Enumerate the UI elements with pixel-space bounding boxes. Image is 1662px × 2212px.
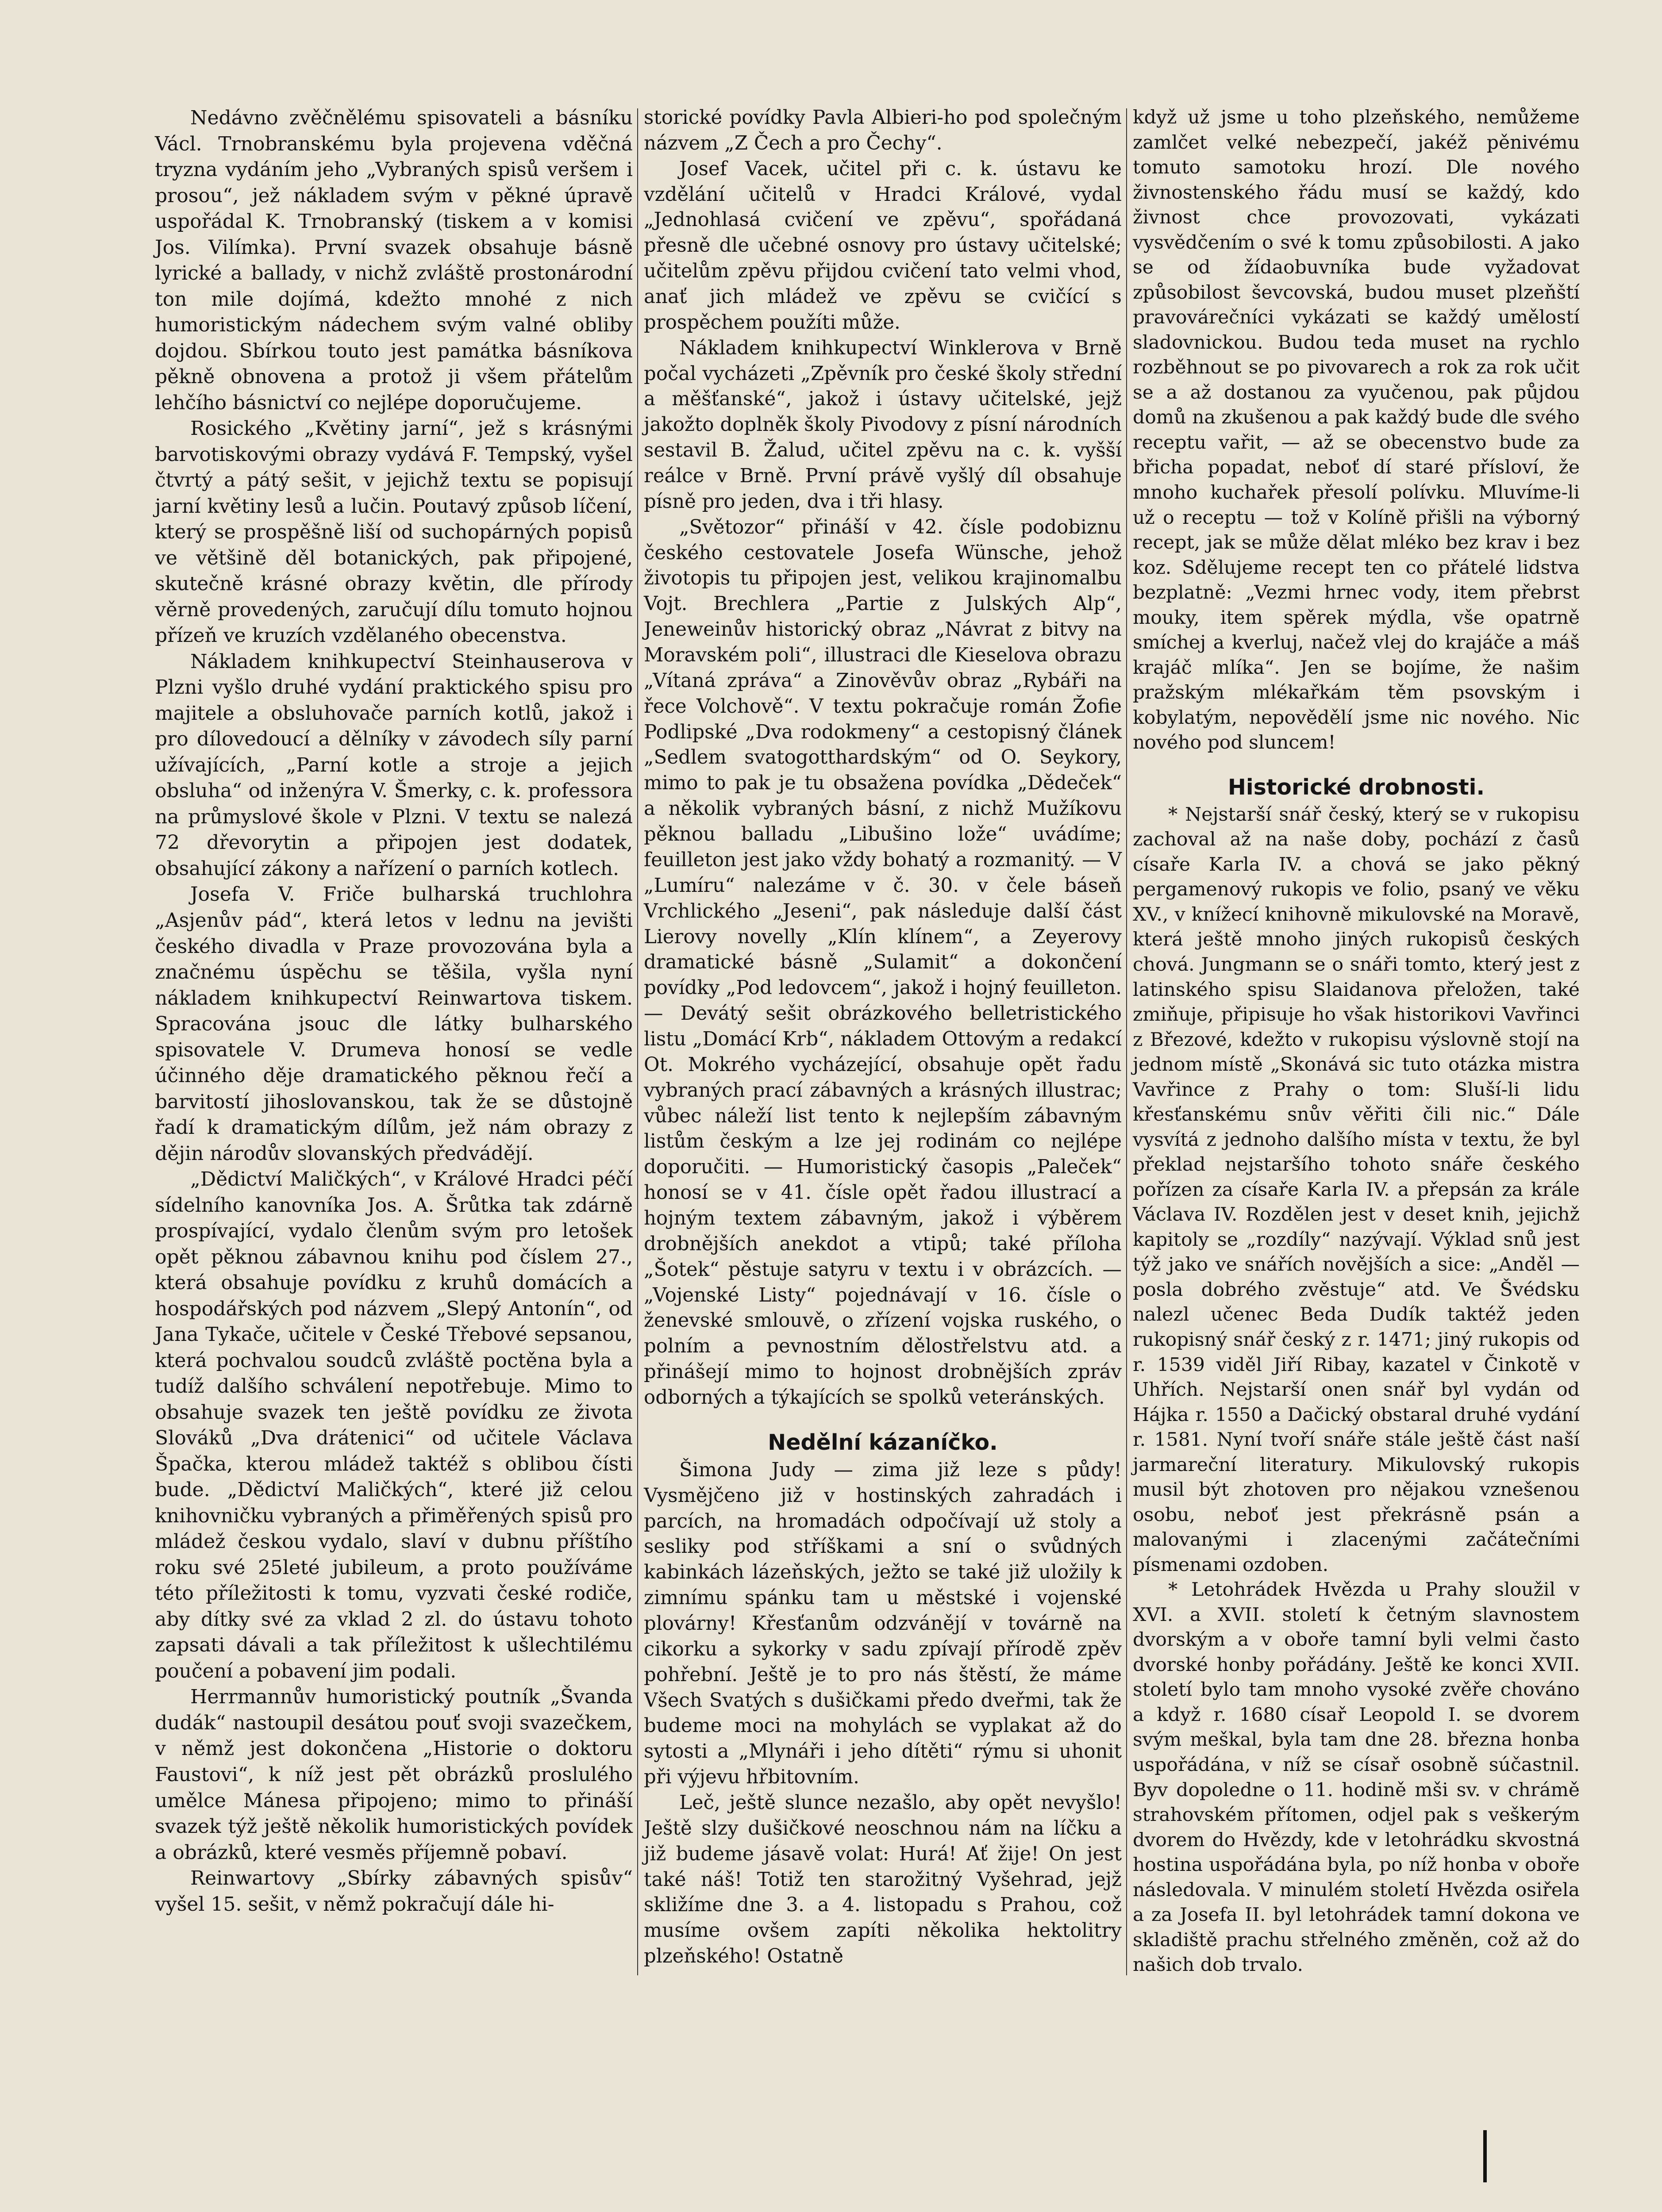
paragraph: Herrmannův humoristický poutník „Švanda dudák“ nastoupil desátou pouť svoji svazečkem, v němž jest dokončena „Historie o doktoru Faustovi“, k níž jest pět obrázků proslulého umělce Mánesa připojeno; mimo to přináší svazek týž ještě několik humoristických povídek a obrázků, které vesměs příjemně pobaví. <box>155 1686 633 1864</box>
column-divider <box>1126 108 1127 1975</box>
paragraph: Leč, ještě slunce nezašlo, aby opět nevyšlo! Ještě slzy dušičkové neoschnou nám na líčku a již budeme jásavě volat: Hurá! Ať žije! On jest také náš! Totiž ten starožitný Vyšehrad, jejž skližíme dne 3. a 4. listopadu s Prahou, což musíme ovšem zapíti několika hektolitry plzeňského! Ostatně <box>644 1792 1122 1968</box>
paragraph: Reinwartovy „Sbírky zábavných spisův“ vyšel 15. sešit, v němž pokračují dále hi- <box>155 1867 633 1916</box>
column-2 <box>644 105 1122 1970</box>
paragraph-continued: storické povídky Pavla Albieri-ho pod společným názvem „Z Čech a pro Čechy“. <box>644 107 1122 154</box>
paragraph: „Dědictví Maličkých“, v Králové Hradci péčí sídelního kanovníka Jos. A. Šrůtka tak zdárně prospívající, vydalo členům svým pro letošek opět pěknou zábavnou knihu pod číslem 27., která obsahuje povídku z kruhů domácích a hospodářských pod názvem „Slepý Antonín“, od Jana Tykače, učitele v České Třebové sepsanou, která pochvalou soudců zvláště poctěna byla a tudíž dalšího schválení nepotřebuje. Mimo to obsahuje svazek ten ještě povídku ze života Slováků „Dva drátenici“ od učitele Václava Špačka, kterou mládež taktéž s oblibou čísti bude. „Dědictví Maličkých“, které již celou knihovničku vybraných a přiměřených spisů pro mládež českou vydalo, slaví v dubnu příštího roku své 25leté jubileum, a proto používáme této příležitosti k tomu, vyzvati české rodiče, aby dítky své za vklad 2 zl. do ústavu tohoto zapsati dávali a tak příležitost k ušlechtilému poučení a pobavení jim podali. <box>155 1168 633 1682</box>
paragraph: Nákladem knihkupectví Winklerova v Brně počal vycházeti „Zpěvník pro české školy střední a měšťanské“, jakož i ústavy učitelské, jejž jakožto doplněk školy Pivodovy z písní národních sestavil B. Žalud, učitel zpěvu na c. k. vyšší reálce v Brně. První právě vyšlý díl obsahuje písně pro jeden, dva i tři hlasy. <box>644 337 1122 513</box>
paragraph: Nedávno zvěčnělému spisovateli a básníku Václ. Trnobranskému byla projevena vděčná tryzna vydáním jeho „Vybraných spisů veršem i prosou“, jež nákladem svým v pěkné úpravě uspořádal K. Trnobranský (tiskem a v komisi Jos. Vilímka). První svazek obsahuje básně lyrické a ballady, v nichž zvláště prostonárodní ton mile dojímá, kdežto mnohé z nich humoristickým nádechem svým valné obliby dojdou. Sbírkou touto jest památka básníkova pěkně obnovena a protož ji všem přátelům lehčího básnictví co nejlépe doporučujeme. <box>155 107 633 414</box>
paragraph: Nákladem knihkupectví Steinhauserova v Plzni vyšlo druhé vydání praktického spisu pro majitele a obsluhovače parních kotlů, jakož i pro dílovedoucí a dělníky v závodech síly parní užívajících, „Parní kotle a stroje a jejich obsluha“ od inženýra V. Šmerky, c. k. professora na průmyslové škole v Plzni. V textu se nalezá 72 dřevorytin a připojen jest dodatek, obsahující zákony a nařízení o parních kotlech. <box>155 650 633 880</box>
paragraph: Rosického „Květiny jarní“, jež s krásnými barvotiskovými obrazy vydává F. Tempský, vyšel čtvrtý a pátý sešit, v jejichž textu se popisují jarní květiny lesů a lučin. Poutavý způsob líčení, který se prospěšně liší od suchopárných popisů ve většině děl botanických, pak připojené, skutečně krásné obrazy květin, dle přírody věrně provedených, zaručují dílu tomuto hojnou přízeň ve kruzích vzdělaného obecenstva. <box>155 417 633 647</box>
section-heading: Nedělní kázaníčko. <box>768 1429 998 1455</box>
paragraph: Šimona Judy — zima již leze s půdy! Vysmějčeno již v hostinských zahradách i parcích, na hromadách odpočívají už stoly a sesliky pod stříškami a sní o svůdných kabinkách lázeňských, ježto se také již uložily k zimnímu spánku tam u městské i vojenské plovárny! Křesťanům odzvánějí v továrně na cikorku a sykorky v sadu zpívají přírodě zpěv pohřební. Ještě je to pro nás štěstí, že máme Všech Svatých s dušičkami předo dveřmi, tak že budeme moci na mohylách se vyplakat až do sytosti a „Mlynáři i jeho dítěti“ rýmu si uhonit při výjevu hřbitovním. <box>644 1459 1122 1789</box>
paragraph: * Letohrádek Hvězda u Prahy sloužil v XVI. a XVII. století k četným slavnostem dvorským a v oboře tamní byli velmi často dvorské honby pořádány. Ještě ke konci XVII. století bylo tam mnoho vysoké zvěře chováno a když r. 1680 císař Leopold I. se dvorem svým meškal, byla tam dne 28. března honba uspořádána, v níž se císař osobně súčastnil. Byv dopoledne o 11. hodině mši sv. v chrámě strahovském přítomen, odjel pak s veškerým dvorem do Hvězdy, kde v letohrádku skvostná hostina uspořádána byla, po níž honba v oboře následovala. V minulém století Hvězda osiřela a za Josefa II. byl letohrádek tamní dokona ve skladiště prachu střelného změněn, což až do našich dob trvalo. <box>1133 1579 1580 1976</box>
paragraph-continued: když už jsme u toho plzeňského, nemůžeme zamlčet velké nebezpečí, jakéž pěnivému tomuto samotoku hrozí. Dle nového živnostenského řádu musí se každý, kdo živnost chce provozovati, vykázati vysvědčením o své k tomu způsobilosti. A jako se od žídaobuvníka bude vyžadovat způsobilost ševcovská, budou muset plzeňští pravovárečníci vykázati se každý umělostí sladovnickou. Budou teda muset na rychlo rozběhnout se po pivovarech a rok za rok učit se a až dostanou za vyučenou, pak půjdou domů na zkušenou a pak každý bude dle svého receptu vařit, — až se obecenstvo bude za břicha popadat, neboť dí staré přísloví, že mnoho kuchařek přesolí polívku. Mluvíme-li už o receptu — tož v Kolíně přišli na výborný recept, jak se může dělat mléko bez krav i bez koz. Sdělujeme recept ten co přátelé lidstva bezplatně: „Vezmi hrnec vody, item přebrst mouky, item spěrek mýdla, vše opatrně smíchej a kverluj, načež vlej do krajáče a máš krajáč mlíka“. Jen se bojíme, že našim pražským mlékařkám těm psovským i kobylatým, nepovědělí jsme nic nového. Nic nového pod sluncem! <box>1133 107 1580 754</box>
scan-mark <box>1483 2130 1487 2182</box>
paragraph: * Nejstarší snář český, který se v rukopisu zachoval až na naše doby, pochází z časů císaře Karla IV. a chová se jako pěkný pergamenový rukopis ve folio, psaný ve věku XV., v knížecí knihovně mikulovské na Moravě, která ještě mnoho jiných rukopisů českých chová. Jungmann se o snáři tomto, který jest z latinského spisu Slaidanova přeložen, také zmiňuje, připisuje ho však historikovi Vavřinci z Březové, kdežto v rukopisu výslovně stojí na jednom místě „Skonává sic tuto otázka mistra Vavřince z Prahy o tom: Sluší-li lidu křesťanskému snův věřiti čili nic.“ Dále vysvítá z jednoho dalšího místa v textu, že byl překlad nejstaršího tohoto snáře českého pořízen za císaře Karla IV. a přepsán za krále Václava IV. Rozdělen jest v deset knih, jejichž kapitoly se „rozdíly“ nazývají. Výklad snů jest týž jako ve snářích novějších a sice: „Anděl — posla dobrého zvěstuje“ atd. Ve Švédsku nalezl učenec Beda Dudík taktéž jeden rukopisný snář český z r. 1471; jiný rukopis od r. 1539 viděl Jiří Ribay, kazatel v Činkotě v Uhřích. Nejstarší onen snář byl vydán od Hájka r. 1550 a Dačický obstaral druhé vydání r. 1581. Nyní tvoří snáře stále ještě část naší jarmareční literatury. Mikulovský rukopis musil být zhotoven pro nějakou vznešenou osobu, neboť jest překrásně psán a malovanými i zlacenými začátečními písmenami ozdoben. <box>1133 803 1580 1576</box>
paragraph: Josefa V. Friče bulharská truchlohra „Asjenův pád“, která letos v lednu na jevišti českého divadla v Praze provozována byla a značnému úspěchu se těšila, vyšla nyní nákladem knihkupectví Reinwartova tiskem. Spracována jsouc dle látky bulharského spisovatele V. Drumeva honosí se vedle účinného děje dramatického pěknou řečí a barvitostí jihoslovanskou, tak že se důstojně řadí k dramatickým dílům, jež nám obrazy z dějin národův slovanských předvádějí. <box>155 883 633 1165</box>
paragraph: „Světozor“ přináší v 42. čísle podobiznu českého cestovatele Josefa Wünsche, jehož životopis tu připojen jest, velikou krajinomalbu Vojt. Brechlera „Partie z Julských Alp“, Jeneweinův historický obraz „Návrat z bitvy na Moravském poli“, illustraci dle Kieselova obrazu „Vítaná zpráva“ a Zinověvův obraz „Rybáři na řece Volchově“. V textu pokračuje román Žofie Podlipské „Dva rodokmeny“ a cestopisný článek „Sedlem svatogotthardským“ od O. Seykory, mimo to pak je tu obsažena povídka „Dědeček“ a několik vybraných básní, z nichž Mužíkovu pěknou balladu „Libušino lože“ uvádíme; feuilleton jest jako vždy bohatý a rozmanitý. — V „Lumíru“ nalezáme v č. 30. v čele báseň Vrchlického „Jeseni“, pak následuje další část Lierovy novelly „Klín klínem“, a Zeyerovy dramatické básně „Sulamit“ a dokončení povídky „Pod ledovcem“, jakož i hojný feuilleton. — Devátý sešit obrázkového belletristického listu „Domácí Krb“, nákladem Ottovým a redakcí Ot. Mokrého vycházející, obsahuje opět řadu vybraných prací zábavných a krásných illustrac; vůbec náleží list tento k nejlepším zábavným listům českým a lze jej rodinám co nejlépe doporučiti. — Humoristický časopis „Paleček“ honosí se v 41. čísle opět řadou illustrací a hojným textem zábavným, jakož i výběrem drobnějších anekdot a vtipů; také příloha „Šotek“ pěstuje satyru v textu i v obrázcích. — „Vojenské Listy“ pojednávají v 16. čísle o ženevské smlouvě, o zřízení vojska ruského, o polním a pevnostním dělostřelstvu atd. a přinášejí mimo to hojnost drobnějších zpráv odborných a týkajících se spolků veteránských. <box>644 516 1122 1409</box>
paragraph: Josef Vacek, učitel při c. k. ústavu ke vzdělání učitelů v Hradci Králové, vydal „Jednohlasá cvičení ve zpěvu“, spořádaná přesně dle učebné osnovy pro ústavy učitelské; učitelům zpěvu přijdou cvičení tato velmi vhod, anať jich mládež ve zpěvu se cvičící s prospěchem použíti může. <box>644 157 1122 334</box>
column-3 <box>1133 105 1580 1978</box>
section-heading: Historické drobnosti. <box>1227 774 1485 800</box>
column-divider <box>637 108 638 1975</box>
column-1 <box>155 105 633 1917</box>
